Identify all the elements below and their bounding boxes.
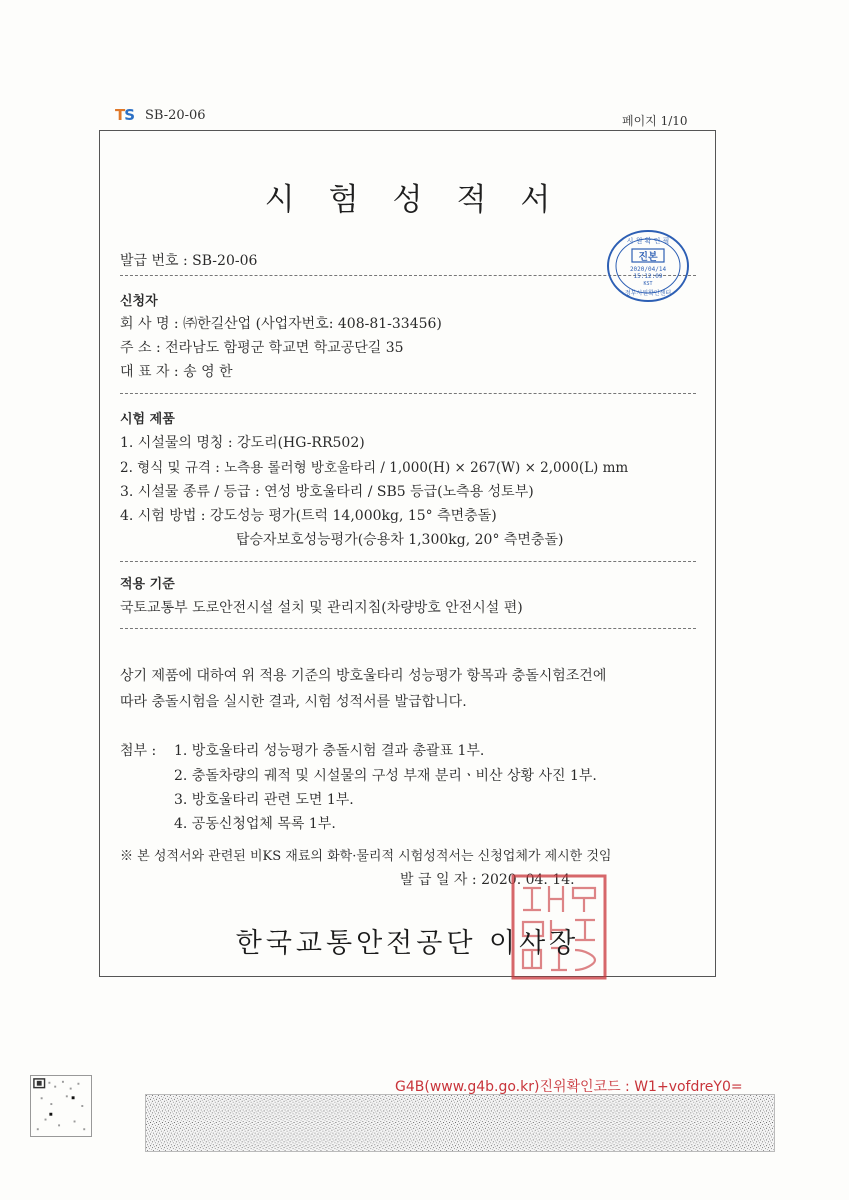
verification-stamp-icon <box>604 228 692 304</box>
applicant-heading: 신청자 <box>120 294 158 309</box>
test-item: 3. 시설물 종류 / 등급 : 연성 방호울타리 / SB5 등급(노측용 성토부) <box>120 484 534 500</box>
standard-heading: 적용 기준 <box>120 577 175 592</box>
document-title: 시험성적서 <box>264 182 585 218</box>
attachment-item: 2. 충돌차량의 궤적 및 시설물의 구성 부재 분리ㆍ비산 상황 사진 1부. <box>174 768 597 784</box>
qr-code-icon <box>30 1075 92 1137</box>
ts-logo: TS <box>115 106 135 124</box>
attachment-item: 4. 공동신청업체 목록 1부. <box>174 816 336 832</box>
statement-line: 상기 제품에 대하여 위 적용 기준의 방호울타리 성능평가 항목과 충돌시험조건에 <box>120 668 607 684</box>
test-item: 4. 시험 방법 : 강도성능 평가(트럭 14,000kg, 15° 측면충돌) <box>120 508 497 524</box>
test-item: 1. 시설물의 명칭 : 강도리(HG-RR502) <box>120 435 365 451</box>
stamp-date: 2020/04/14 <box>629 266 667 273</box>
divider <box>120 561 696 562</box>
stamp-bottom-text: 정부시원확인센터 <box>624 290 672 297</box>
issuing-authority: 한국교통안전공단 이사장 <box>235 928 580 959</box>
attachment-item: 3. 방호울타리 관련 도면 1부. <box>174 792 354 808</box>
attachments-label: 첨부 : <box>120 743 157 759</box>
test-item-continuation: 탑승자보호성능평가(승용차 1,300kg, 20° 측면충돌) <box>236 532 564 548</box>
stamp-center-text: 진본 <box>638 252 658 263</box>
test-product-heading: 시험 제품 <box>120 412 175 427</box>
attachment-item: 1. 방호울타리 성능평가 충돌시험 결과 총괄표 1부. <box>174 743 485 759</box>
verification-code: G4B(www.g4b.go.kr)진위확인코드 : W1+vofdreY0= <box>395 1079 743 1095</box>
divider <box>120 393 696 394</box>
standard-text: 국토교통부 도로안전시설 설치 및 관리지침(차량방호 안전시설 편) <box>120 600 523 616</box>
issue-date: 발 급 일 자 : 2020. 04. 14. <box>400 872 575 888</box>
stamp-zone: KST <box>643 281 653 287</box>
page-indicator: 페이지 1/10 <box>622 114 688 128</box>
stamp-time: 15:12:09 <box>633 273 663 280</box>
statement-line: 따라 충돌시험을 실시한 결과, 시험 성적서를 발급합니다. <box>120 694 467 710</box>
applicant-address: 주 소 : 전라남도 함평군 학교면 학교공단길 35 <box>120 340 404 356</box>
pdf417-barcode-icon <box>145 1094 775 1152</box>
issue-number: 발급 번호 : SB-20-06 <box>120 253 258 269</box>
note-text: ※ 본 성적서와 관련된 비KS 재료의 화학·물리적 시험성적서는 신청업체가 제시한 것임 <box>120 849 612 864</box>
stamp-top-text: 시 원 확 인 필 <box>626 237 670 245</box>
header-doc-number: SB-20-06 <box>145 108 206 123</box>
test-item: 2. 형식 및 규격 : 노측용 롤러형 방호울타리 / 1,000(H) × 267(W) × 2,000(L) mm <box>120 460 629 476</box>
divider <box>120 628 696 629</box>
applicant-representative: 대 표 자 : 송 영 한 <box>120 364 233 380</box>
applicant-company: 회 사 명 : ㈜한길산업 (사업자번호: 408-81-33456) <box>120 316 442 332</box>
